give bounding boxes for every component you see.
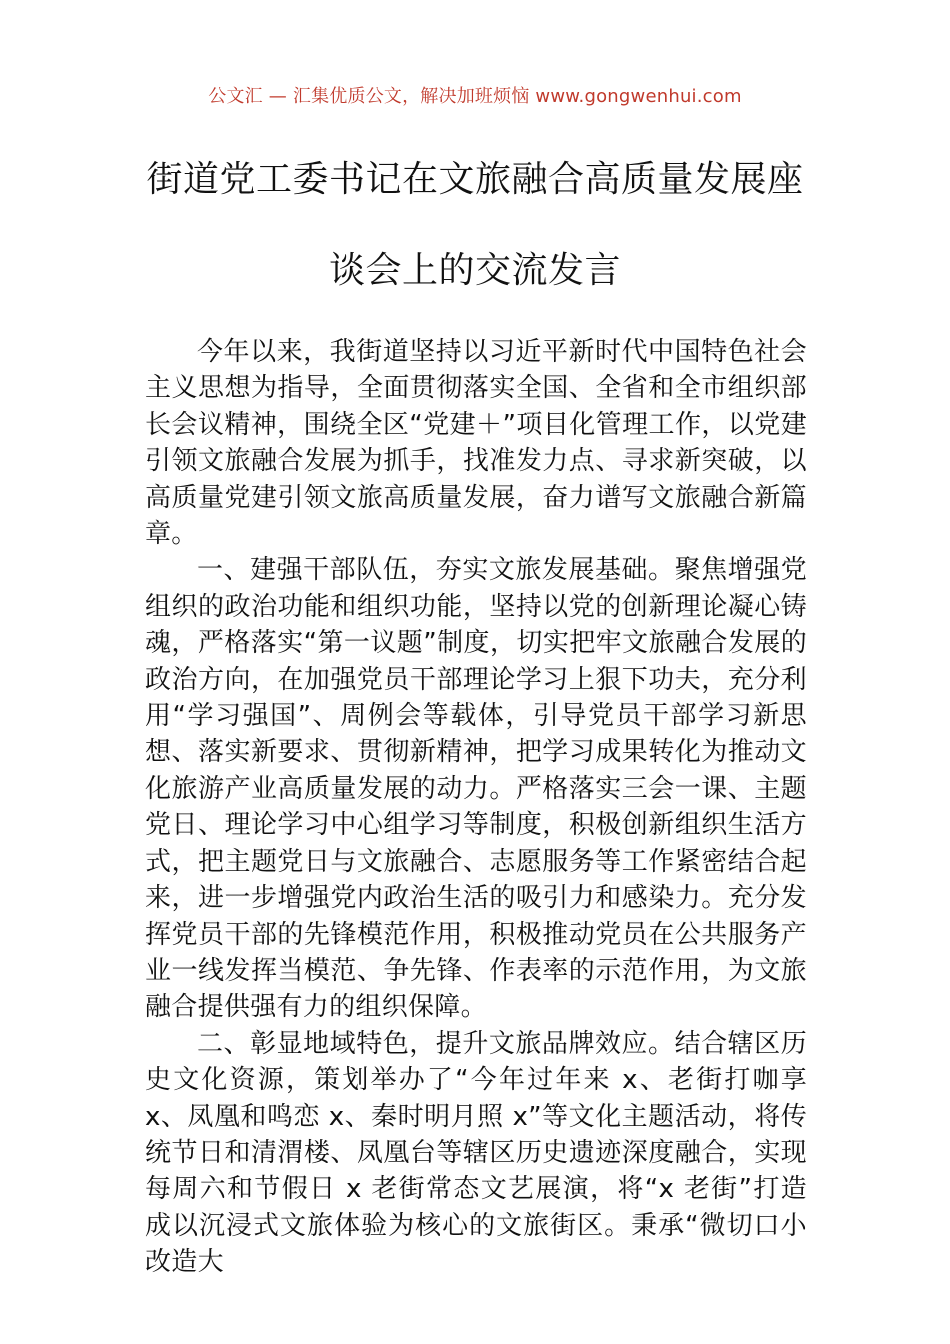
paragraph-section-1: 一、建强干部队伍，夯实文旅发展基础。聚焦增强党组织的政治功能和组织功能，坚持以党的创新理论凝心铸魂，严格落实“第一议题”制度，切实把牢文旅融合发展的政治方向，在加强党员干部理论学习上狠下功夫，充分利用“学习强国”、周例会等载体，引导党员干部学习新思想、落实新要求、贯彻新精神，把学习成果转化为推动文化旅游产业高质量发展的动力。严格落实三会一课、主题党日、理论学习中心组学习等制度，积极创新组织生活方式，把主题党日与文旅融合、志愿服务等工作紧密结合起来，进一步增强党内政治生活的吸引力和感染力。充分发挥党员干部的先锋模范作用，积极推动党员在公共服务产业一线发挥当模范、争先锋、作表率的示范作用，为文旅融合提供强有力的组织保障。 [145,555,807,1023]
paragraph-section-2: 二、彰显地域特色，提升文旅品牌效应。结合辖区历史文化资源，策划举办了“今年过年来 x、老街打咖享 x、凤凰和鸣恋 x、秦时明月照 x”等文化主题活动，将传统节日和清渭楼、凤凰台等辖区历史遗迹深度融合，实现每周六和节假日 x 老街常态文艺展演，将“x 老街”打造成以沉浸式文旅体验为核心的文旅街区。秉承“微切口小改造大 [145,1028,807,1278]
paragraph-intro: 今年以来，我街道坚持以习近平新时代中国特色社会主义思想为指导，全面贯彻落实全国、全省和全市组织部长会议精神，围绕全区“党建＋”项目化管理工作，以党建引领文旅融合发展为抓手，找准发力点、寻求新突破，以高质量党建引领文旅高质量发展，奋力谱写文旅融合新篇章。 [145,337,807,550]
header-banner: 公文汇 — 汇集优质公文，解决加班烦恼 www.gongwenhui.com [208,86,742,107]
document-title-line-1: 街道党工委书记在文旅融合高质量发展座 [146,159,804,200]
document-title-line-2: 谈会上的交流发言 [328,250,621,291]
document-body [145,334,807,1281]
